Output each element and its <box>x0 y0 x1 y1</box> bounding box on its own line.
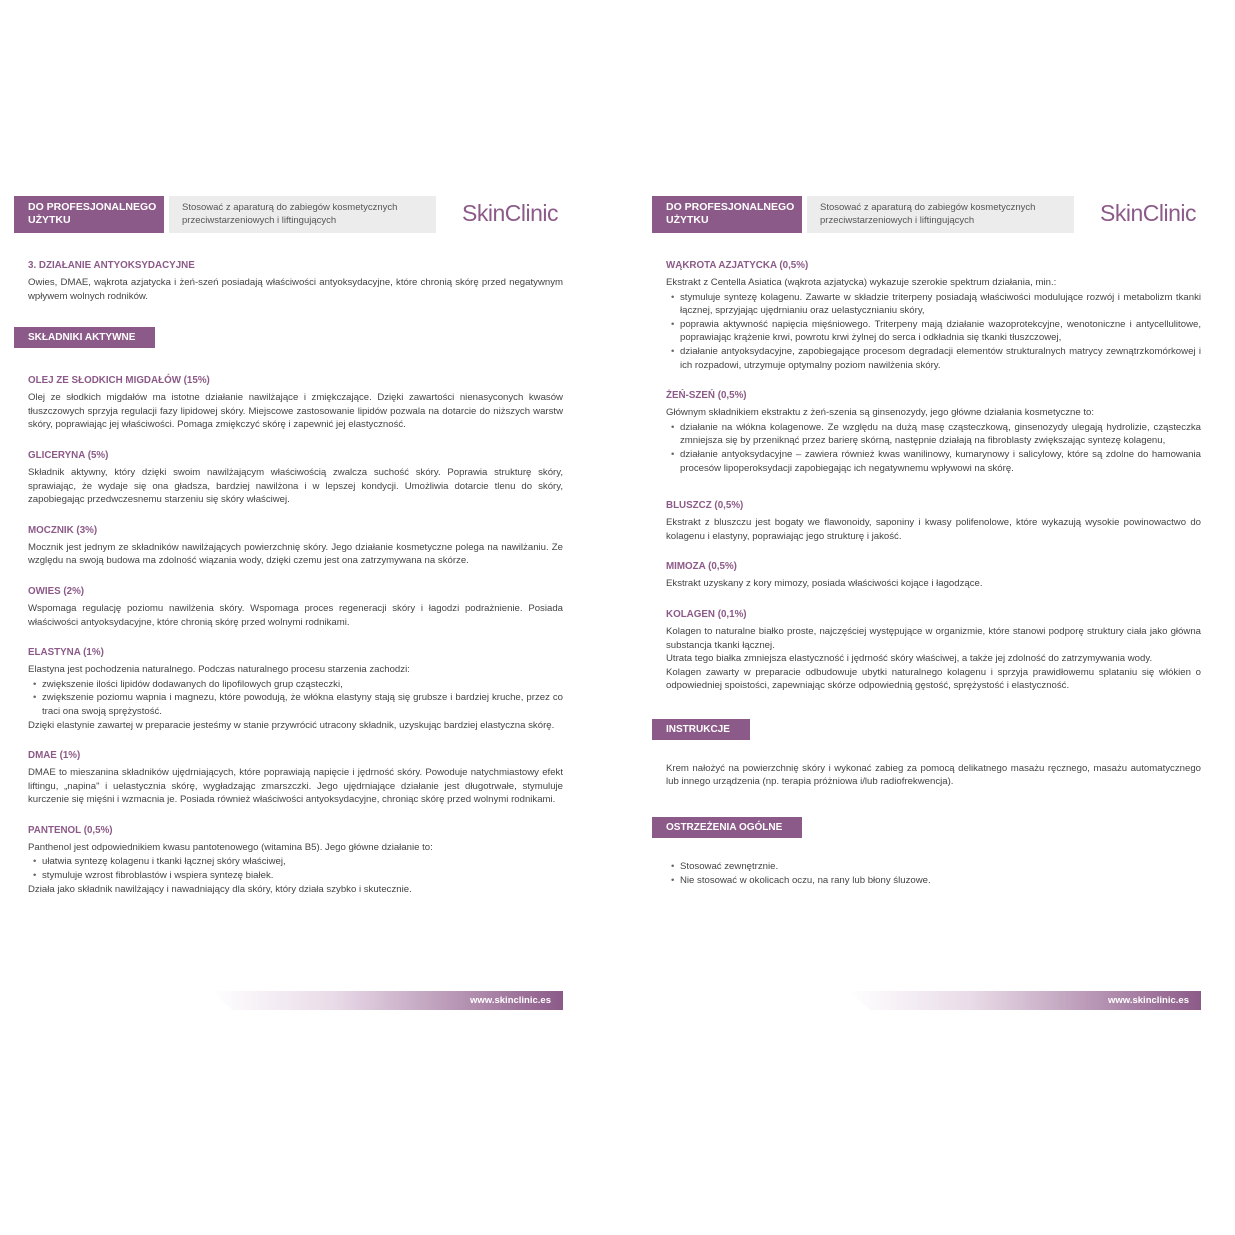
bullet-item: • stymuluje wzrost fibroblastów i wspiera syntezę białek. <box>28 869 563 883</box>
page-right <box>652 0 1212 1235</box>
ingredient-title: WĄKROTA AZJATYCKA (0,5%) <box>666 260 809 271</box>
ingredient-text: Utrata tego białka zmniejsza elastyczność i jędrność skóry właściwej, a także jej zdolność do zatrzymywania wody. <box>666 653 1153 665</box>
section-title: 3. DZIAŁANIE ANTYOKSYDACYJNE <box>28 260 195 271</box>
banner-wrap <box>28 327 563 348</box>
ingredient-bullets <box>28 678 563 719</box>
ingredient-intro: Panthenol jest odpowiednikiem kwasu pantotenowego (witamina B5). Jego główne działanie to: <box>28 841 433 853</box>
ingredient-title: DMAE (1%) <box>28 750 81 762</box>
page-content <box>28 259 563 896</box>
tag-line: UŻYTKU <box>28 214 71 226</box>
section-text: Owies, DMAE, wąkrota azjatycka i żeń-szeń posiadają właściwości antyoksydacyjne, które chronią skórę przed negatywnym wpływem wolnych rodników. <box>28 277 563 302</box>
ingredient-title: ŻEŃ-SZEŃ (0,5%) <box>666 390 747 402</box>
instructions-text: Krem nałożyć na powierzchnię skóry i wykonać zabieg za pomocą delikatnego masażu ręcznego, masażu automatycznego lub innego urządzenia (np. terapia próżniowa i/lub radiofrekwencja). <box>666 762 1201 788</box>
ingredient-title: OLEJ ZE SŁODKICH MIGDAŁÓW (15%) <box>28 375 210 387</box>
bullet-item: • poprawia aktywność napięcia mięśniowego. Triterpeny mają działanie wazoprotekcyjne, wenotoniczne i antycellulitowe, poprawiając krążenie krwi, powrotu krwi żylnej do serca i odkładnia się tkanki tłuszczowej, <box>666 318 1201 345</box>
tag-line: DO PROFESJONALNEGO <box>666 201 795 213</box>
desc-line: Stosować z aparaturą do zabiegów kosmetycznych <box>182 202 398 213</box>
ingredient-title: KOLAGEN (0,1%) <box>666 608 747 620</box>
warnings-banner: OSTRZEŻENIA OGÓLNE <box>652 817 802 838</box>
ingredient-title: OWIES (2%) <box>28 585 85 597</box>
page-content <box>666 259 1201 887</box>
tag-line: DO PROFESJONALNEGO <box>28 201 157 213</box>
ingredient-bullets <box>666 421 1201 475</box>
ingredient-text: Mocznik jest jednym ze składników nawilżających powierzchnię skóry. Jego działanie kosmetyczne polega na nawilżaniu. Ze względu na swoją budowa ma zdolność wiązania wody, dzięki czemu jest ona zatrzymywana na skórze. <box>28 541 563 567</box>
ingredient-text: Wspomaga regulację poziomu nawilżenia skóry. Wspomaga proces regeneracji skóry i łagodzi podrażnienie. Posiada właściwości antyoksydacyjne, które chronią skórę przed wolnymi rodnikami. <box>28 602 563 628</box>
ingredient-intro: Ekstrakt z Centella Asiatica (wąkrota azjatycka) wykazuje szerokie spektrum działania, min.: <box>666 277 1057 288</box>
ingredient-bullets <box>28 855 563 882</box>
professional-use-tag <box>14 196 164 233</box>
active-ingredients-banner: SKŁADNIKI AKTYWNE <box>14 327 155 348</box>
bullet-item: • zwiększenie poziomu wapnia i magnezu, które powodują, że włókna elastyny stają się grubsze i bardziej kruche, przez co traci ona swoją sprężystość. <box>28 691 563 718</box>
professional-use-tag <box>652 196 802 233</box>
warnings-list <box>666 860 1201 887</box>
banner-wrap <box>666 817 1201 838</box>
tag-line: UŻYTKU <box>666 214 709 226</box>
ingredient-text: DMAE to mieszanina składników ujędrniających, które poprawiają napięcie i jędrność skóry. Powoduje natychmiastowy efekt liftingu, „napina" i uelastycznia skórę, wygładzając zmarszczki. Jego ujędrniające działanie jest długotrwałe, stymuluje kurczenie się mięśni i wzmacnia je. Posiada również właściwości antyoksydacyjne, chroniąc skórę przed wolnymi rodnikami. <box>28 767 563 806</box>
desc-line: przeciwstarzeniowych i liftingujących <box>820 215 975 226</box>
ingredient-text: Ekstrakt z bluszczu jest bogaty we flawonoidy, saponiny i kwasy polifenolowe, które wykazują wysokie powinowactwo do kolagenu i elastyny, poprawiając jego strukturę i jakość. <box>666 517 1201 542</box>
ingredient-text: Olej ze słodkich migdałów ma istotne działanie nawilżające i zmiękczające. Dzięki zawartości nienasyconych kwasów tłuszczowych sprzyja regulacji fazy lipidowej skóry. Miejscowe zastosowanie lipidów pozwala na dotarcie do niższych warstw skóry, poprawiając jej właściwości. Pomaga zmiękczyć skórę i zapewnić jej elastyczność. <box>28 392 563 431</box>
bullet-item: • Nie stosować w okolicach oczu, na rany lub błony śluzowe. <box>666 874 1201 888</box>
ingredient-title: ELASTYNA (1%) <box>28 647 104 659</box>
usage-description <box>807 196 1074 233</box>
bullet-item: • działanie na włókna kolagenowe. Ze względu na dużą masę cząsteczkową, ginsenozydy ulegają hydrolizie, cząsteczka zmniejsza się by przeniknąć przez barierę skórną, następnie działają na fibroblasty zwiększając syntezę kolagenu, <box>666 421 1201 448</box>
bullet-item: • działanie antyoksydacyjne, zapobiegające procesom degradacji elementów strukturalnych matrycy zewnątrzkomórkowej i ich rozpadowi, utrzymuje optymalny poziom nawilżenia skóry. <box>666 345 1201 372</box>
ingredient-text: Składnik aktywny, który dzięki swoim nawilżającym właściwością zwalcza suchość skóry. Poprawia strukturę skóry, sprawiając, że wydaje się ona gładsza, bardziej nawilżona i w lepszej kondycji. Umożliwia dotarcie tlenu do skóry, zapobiegając przedwczesnemu starzeniu się skóry właściwej. <box>28 466 563 506</box>
ingredient-title: MOCZNIK (3%) <box>28 524 98 536</box>
ingredient-text: Ekstrakt uzyskany z kory mimozy, posiada właściwości kojące i łagodzące. <box>666 578 983 590</box>
bullet-item: • stymuluje syntezę kolagenu. Zawarte w składzie triterpeny posiadają właściwości modulujące rozwój i metabolizm tkanki łącznej, sprzyjając ujędrnianiu oraz uelastycznianiu skóry, <box>666 291 1201 318</box>
ingredient-text: Kolagen zawarty w preparacie odbudowuje ubytki naturalnego kolagenu i sprzyja prawidłowemu splataniu się włókien o odpowiedniej spoistości, zapewniając skórze odpowiednią gęstość, sprężystość i elastyczność. <box>666 666 1201 692</box>
banner-wrap <box>666 719 1201 740</box>
ingredient-outro: Dzięki elastynie zawartej w preparacie jesteśmy w stanie przywrócić utracony składnik, uzyskując bardziej elastyczna skórę. <box>28 719 555 731</box>
page-footer <box>211 991 563 1010</box>
desc-line: Stosować z aparaturą do zabiegów kosmetycznych <box>820 202 1036 213</box>
brand-logo: SkinClinic <box>462 200 558 226</box>
page-header <box>652 196 1201 233</box>
ingredient-title: GLICERYNA (5%) <box>28 449 109 461</box>
ingredient-title: MIMOZA (0,5%) <box>666 561 737 573</box>
bullet-item: • działanie antyoksydacyjne – zawiera również kwas wanilinowy, kumarynowy i salicylowy, które są zdolne do hamowania procesów lipoperoksydacji zapobiegając ich negatywnemu wpływowi na skórę. <box>666 448 1201 475</box>
bullet-item: • ułatwia syntezę kolagenu i tkanki łącznej skóry właściwej, <box>28 855 563 869</box>
ingredient-title: BLUSZCZ (0,5%) <box>666 500 744 512</box>
website-link[interactable]: www.skinclinic.es <box>470 995 551 1006</box>
bullet-item: • zwiększenie ilości lipidów dodawanych do lipofilowych grup cząsteczki, <box>28 678 563 692</box>
brand-logo: SkinClinic <box>1100 200 1196 226</box>
instructions-banner: INSTRUKCJE <box>652 719 750 740</box>
usage-description <box>169 196 436 233</box>
ingredient-outro: Działa jako składnik nawilżający i nawadniający dla skóry, który działa szybko i skutecznie. <box>28 883 412 895</box>
ingredient-title: PANTENOL (0,5%) <box>28 824 113 836</box>
bullet-item: • Stosować zewnętrznie. <box>666 860 1201 874</box>
ingredient-intro: Głównym składnikiem ekstraktu z żeń-szenia są ginsenozydy, jego główne działania kosmetyczne to: <box>666 407 1095 419</box>
page-left <box>14 0 574 1235</box>
website-link[interactable]: www.skinclinic.es <box>1108 995 1189 1006</box>
desc-line: przeciwstarzeniowych i liftingujących <box>182 215 337 226</box>
ingredient-bullets <box>666 291 1201 373</box>
page-header <box>14 196 563 233</box>
ingredient-intro: Elastyna jest pochodzenia naturalnego. Podczas naturalnego procesu starzenia zachodzi: <box>28 664 410 676</box>
page-footer <box>849 991 1201 1010</box>
ingredient-text: Kolagen to naturalne białko proste, najczęściej występujące w organizmie, które stanowi podporę struktury ciała jako główna substancja tkanki łącznej. <box>666 625 1201 651</box>
